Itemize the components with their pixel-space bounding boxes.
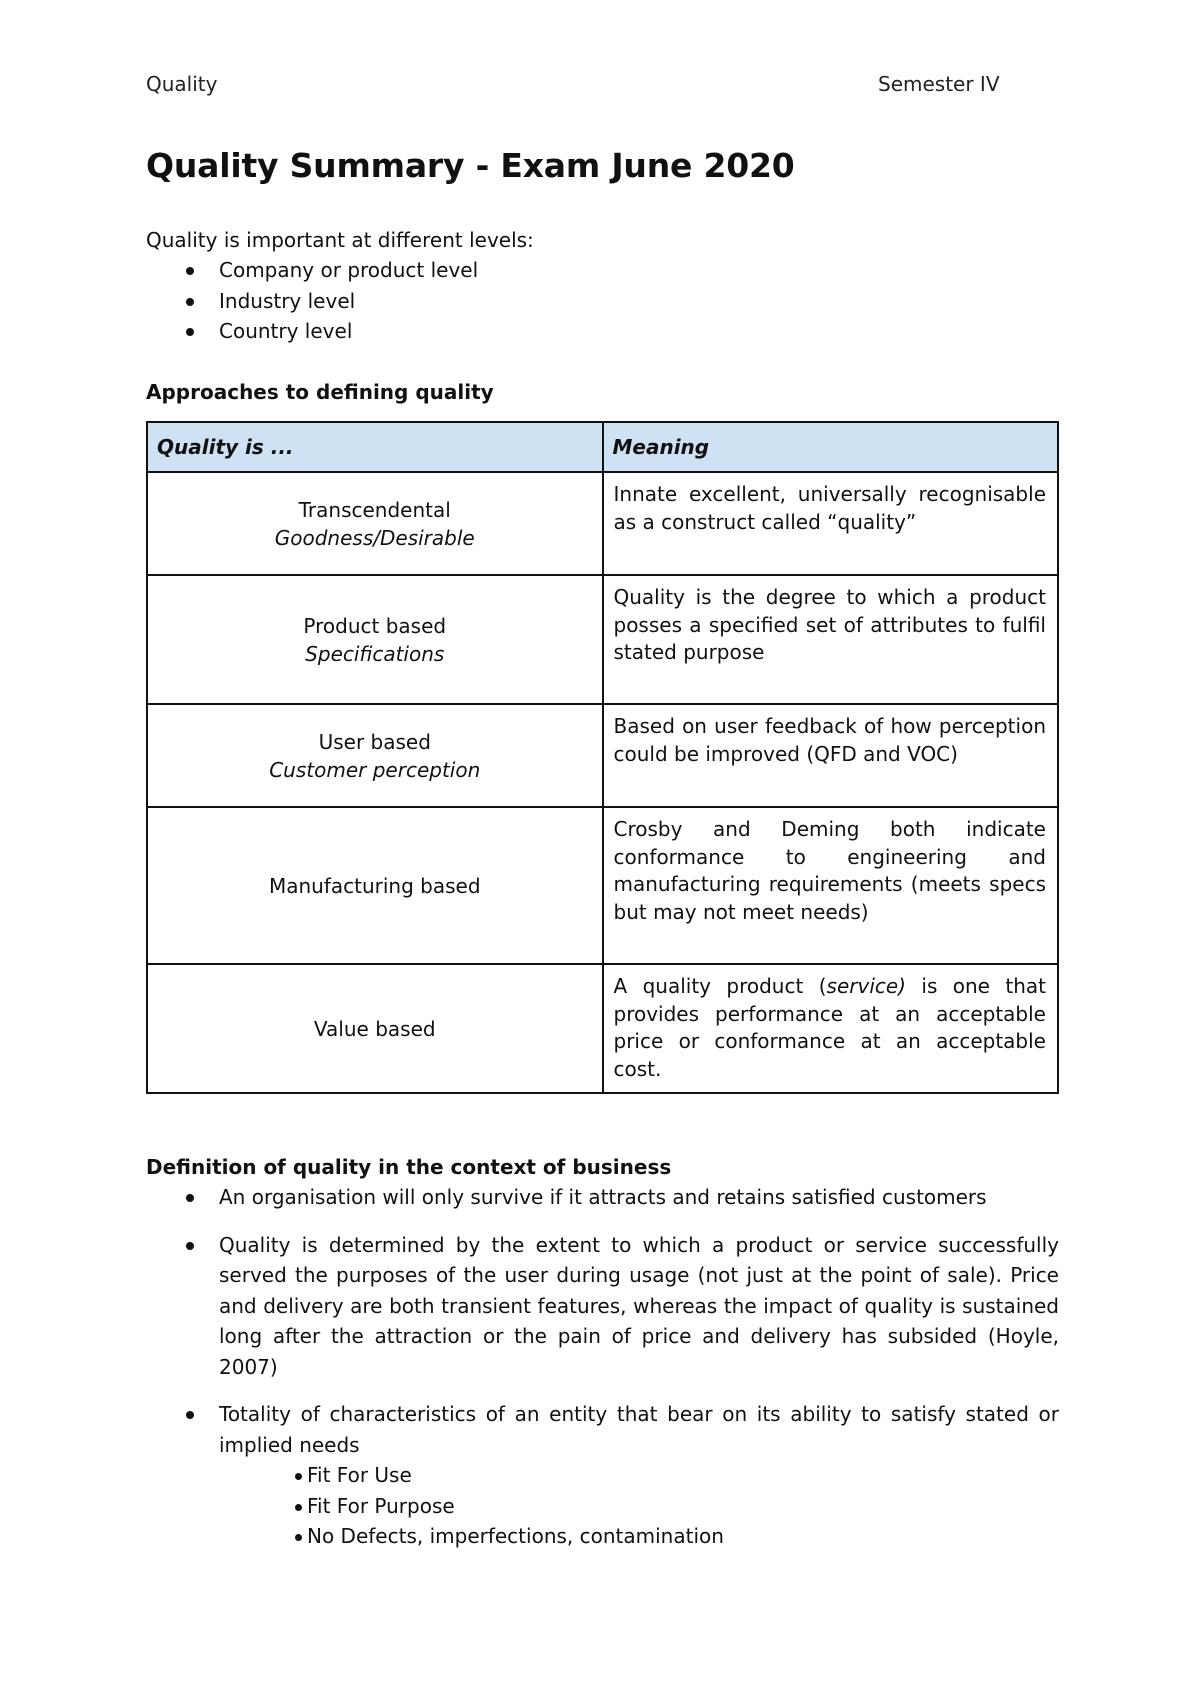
page-header-semester: Semester IV (878, 72, 1000, 96)
sublist-item: No Defects, imperfections, contamination (219, 1521, 1059, 1552)
column-header-quality: Quality is ... (147, 422, 603, 472)
list-item: Company or product level (146, 255, 478, 286)
meaning-cell (603, 964, 1059, 1093)
approach-cell (147, 575, 603, 704)
meaning-cell: Crosby and Deming both indicate conformance to engineering and manufacturing requirements (meets specs but may not meet needs) (603, 807, 1059, 964)
approach-name: Manufacturing based (268, 873, 481, 898)
list-item (146, 1399, 1059, 1552)
meaning-emphasis: service) (826, 974, 906, 998)
meaning-cell: Innate excellent, universally recognisable as a construct called “quality” (603, 472, 1059, 575)
approach-cell (147, 472, 603, 575)
approaches-table (146, 421, 1059, 1094)
approach-sub: Goodness/Desirable (274, 525, 475, 550)
table-header-row (147, 422, 1058, 472)
table-row (147, 575, 1058, 704)
definition-heading: Definition of quality in the context of business (146, 1155, 672, 1179)
list-item: Quality is determined by the extent to which a product or service successfully served the purposes of the user during usage (not just at the point of sale). Price and delivery are both transient features, whereas the impact of quality is sustained long after the attraction or the pain of price and delivery has subsided (Hoyle, 2007) (146, 1230, 1059, 1383)
approach-sub: Specifications (305, 641, 445, 666)
approach-name: Value based (313, 1016, 436, 1041)
approach-cell (147, 807, 603, 964)
approach-cell (147, 704, 603, 807)
meaning-text: A quality product ( (613, 974, 827, 998)
list-item: An organisation will only survive if it attracts and retains satisfied customers (146, 1182, 1059, 1213)
approach-name: User based (318, 729, 431, 754)
page-header-subject: Quality (146, 72, 218, 96)
approach-cell (147, 964, 603, 1093)
sublist-item: Fit For Purpose (219, 1491, 1059, 1522)
meaning-text: is one that provides performance at an acceptable price or conformance at an acceptable cost. (613, 974, 1046, 1081)
list-item: Industry level (146, 286, 478, 317)
table-row (147, 472, 1058, 575)
page-title: Quality Summary - Exam June 2020 (146, 146, 795, 185)
levels-list (146, 255, 478, 347)
meaning-cell: Quality is the degree to which a product posses a specified set of attributes to fulfil stated purpose (603, 575, 1059, 704)
column-header-meaning: Meaning (603, 422, 1059, 472)
sublist-item: Fit For Use (219, 1460, 1059, 1491)
list-item: Country level (146, 316, 478, 347)
table-row (147, 807, 1058, 964)
approach-sub: Customer perception (269, 757, 481, 782)
needs-sublist (219, 1460, 1059, 1552)
intro-text: Quality is important at different levels: (146, 228, 534, 252)
list-item-text: Totality of characteristics of an entity that bear on its ability to satisfy stated or implied needs (219, 1402, 1059, 1457)
approaches-heading: Approaches to defining quality (146, 380, 494, 404)
approach-name: Product based (303, 613, 447, 638)
table-row (147, 704, 1058, 807)
table-row (147, 964, 1058, 1093)
approach-name: Transcendental (298, 497, 451, 522)
meaning-cell: Based on user feedback of how perception could be improved (QFD and VOC) (603, 704, 1059, 807)
definition-list (146, 1182, 1059, 1552)
